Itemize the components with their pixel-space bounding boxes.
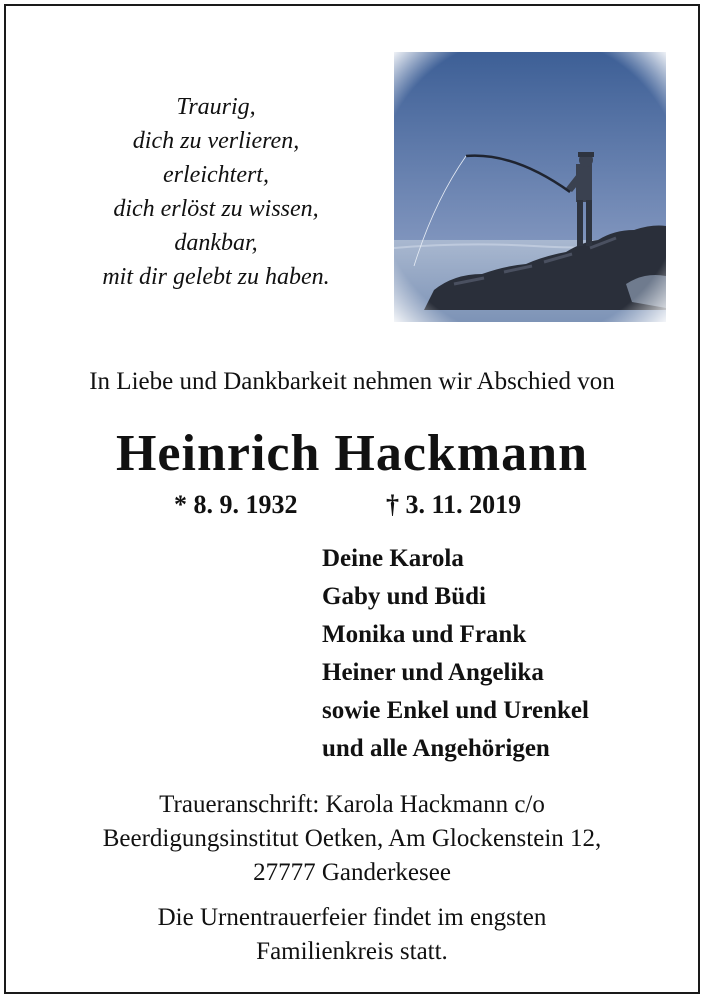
mourner-line: Heiner und Angelika <box>322 659 544 686</box>
poem <box>56 90 376 294</box>
address-line: Beerdigungsinstitut Oetken, Am Glockenstein 12, <box>102 825 602 852</box>
mourners-list <box>322 540 589 768</box>
poem-line: erleichtert, <box>163 162 269 188</box>
mourner-line: Deine Karola <box>322 545 464 572</box>
address-line: Traueranschrift: Karola Hackmann c/o <box>159 791 545 818</box>
poem-line: Traurig, <box>176 94 256 120</box>
death-date: † 3. 11. 2019 <box>386 490 522 519</box>
deceased-name: Heinrich Hackmann <box>115 425 589 482</box>
address-line: 27777 Ganderkesee <box>253 859 451 886</box>
ceremony-line: Die Urnentrauerfeier findet im engsten <box>157 904 547 931</box>
birth-date: * 8. 9. 1932 <box>174 490 298 519</box>
mourner-line: und alle Angehörigen <box>322 735 550 762</box>
fisherman-photo <box>394 52 666 322</box>
mourner-line: Gaby und Büdi <box>322 583 486 610</box>
intro-text: In Liebe und Dankbarkeit nehmen wir Abschied von <box>89 368 615 395</box>
poem-line: mit dir gelebt zu haben. <box>102 264 330 290</box>
obituary-notice <box>4 4 700 994</box>
mourning-address <box>6 788 698 890</box>
mourner-line: sowie Enkel und Urenkel <box>322 697 589 724</box>
poem-line: dich zu verlieren, <box>132 128 300 154</box>
ceremony-note <box>6 901 698 969</box>
poem-line: dich erlöst zu wissen, <box>113 196 319 222</box>
mourner-line: Monika und Frank <box>322 621 527 648</box>
poem-line: dankbar, <box>174 230 258 256</box>
ceremony-line: Familienkreis statt. <box>256 938 448 965</box>
